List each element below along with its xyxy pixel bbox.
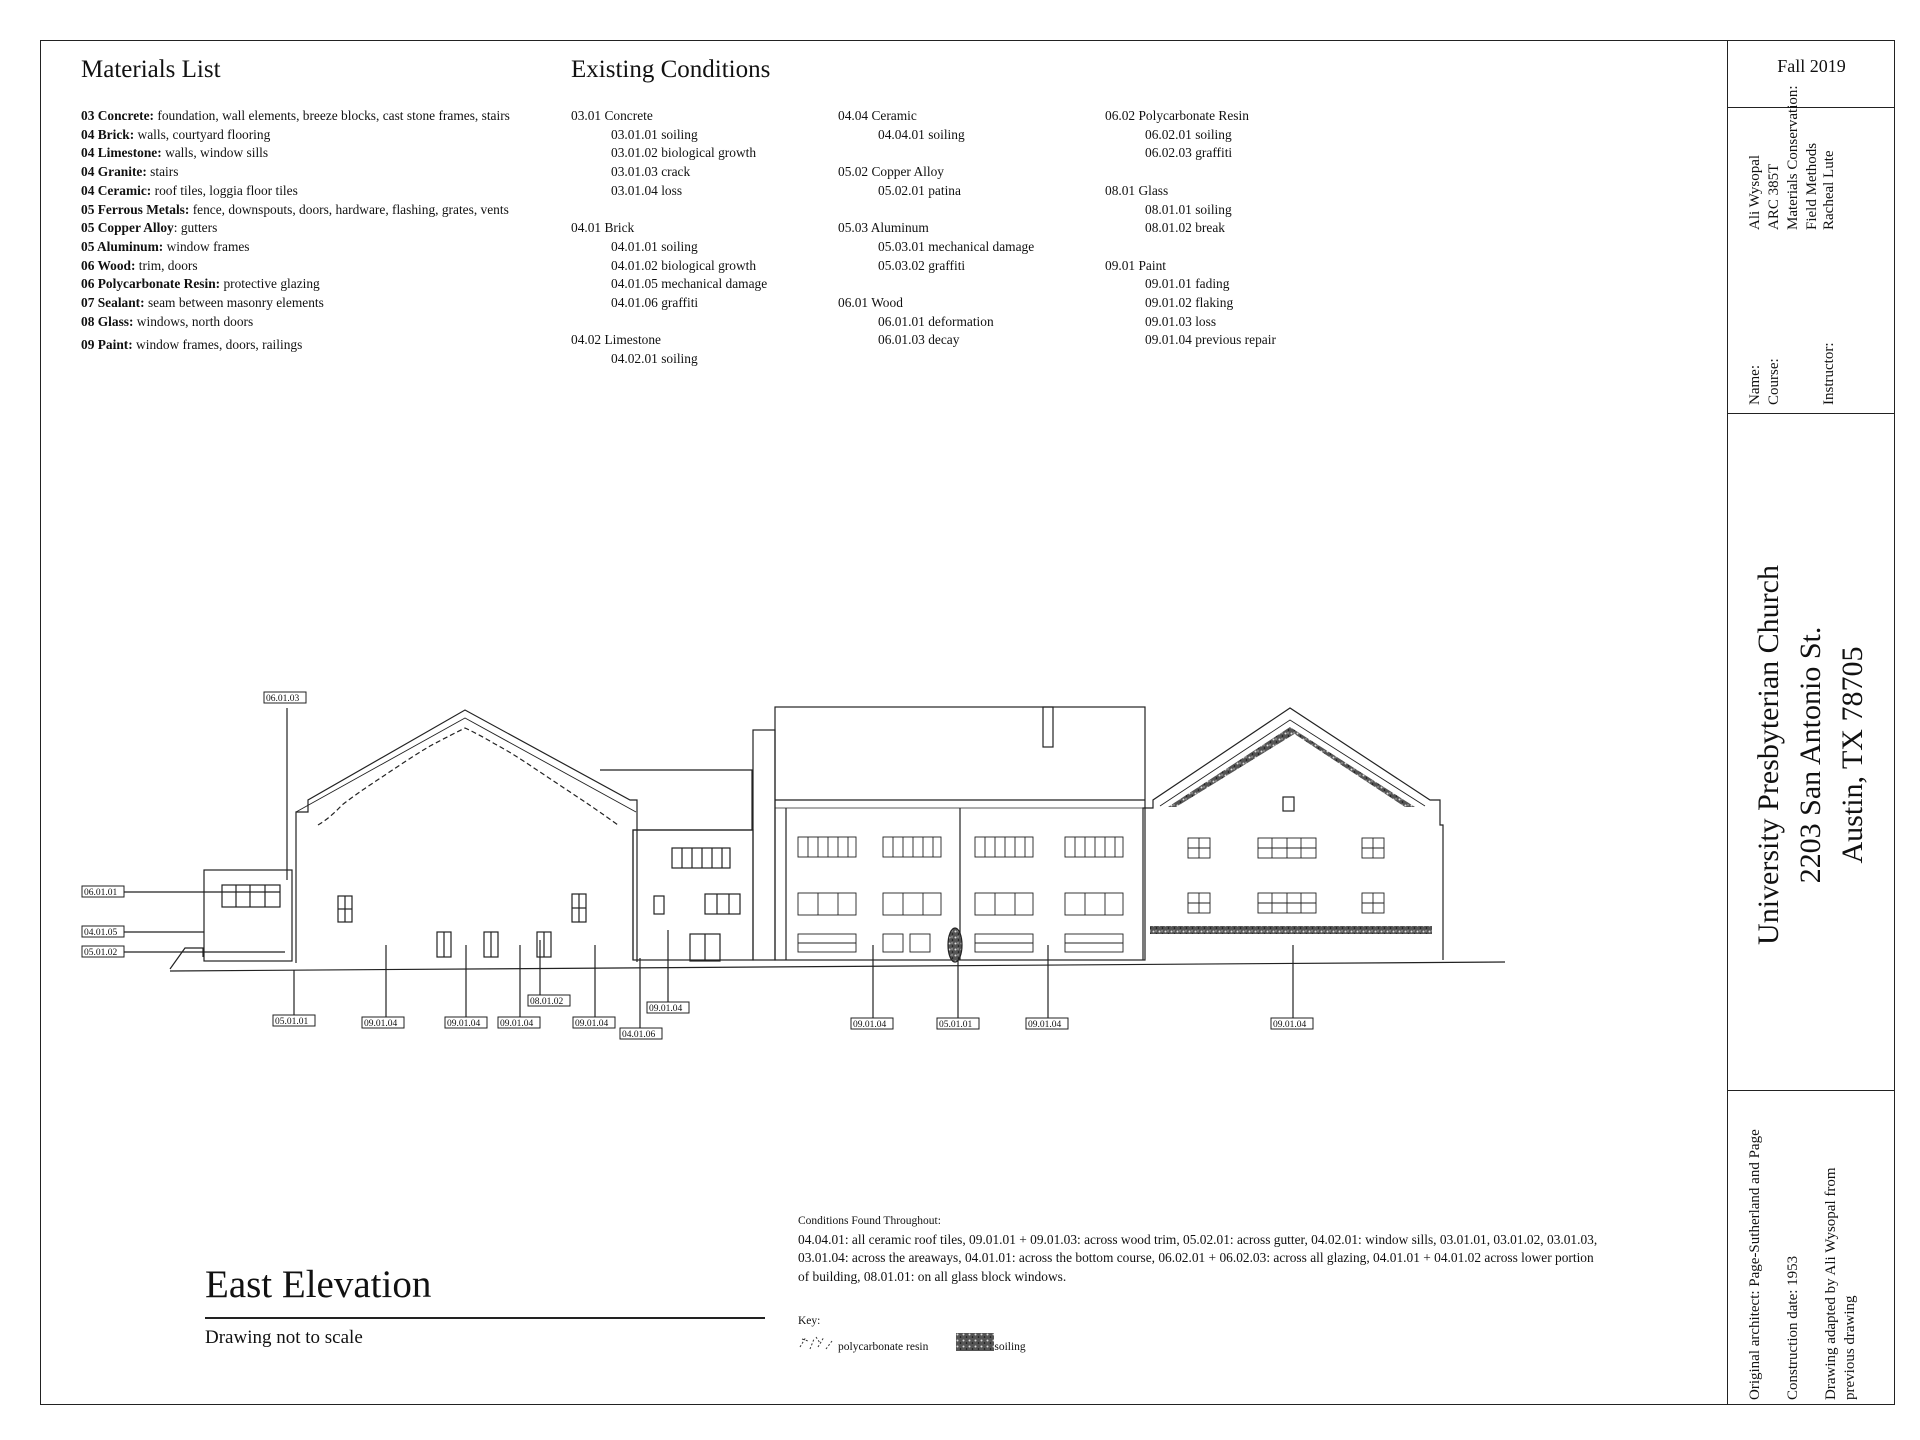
material-code: 06 Polycarbonate Resin: bbox=[81, 276, 221, 292]
label-09-01-04-e bbox=[647, 1002, 689, 1014]
existing-conditions-title: Existing Conditions bbox=[571, 56, 771, 83]
svg-text:06.01.03: 06.01.03 bbox=[266, 694, 300, 704]
svg-text:04.01.05: 04.01.05 bbox=[84, 928, 118, 938]
material-code: 04 Brick: bbox=[81, 126, 135, 142]
condition-item: 04.02.01 soiling bbox=[611, 351, 698, 367]
svg-text:09.01.04: 09.01.04 bbox=[500, 1019, 534, 1029]
label-06-01-01 bbox=[82, 886, 124, 898]
condition-item: 08.01.01 soiling bbox=[1145, 201, 1232, 217]
right-gable-building bbox=[1143, 708, 1443, 960]
condition-item: 06.02.03 graffiti bbox=[1145, 145, 1233, 161]
svg-text:09.01.04: 09.01.04 bbox=[1273, 1020, 1307, 1030]
ground-line bbox=[170, 962, 1505, 971]
label-04-01-05 bbox=[82, 926, 124, 938]
label-08-01-02 bbox=[528, 995, 570, 1007]
material-uses: window frames bbox=[163, 238, 250, 254]
legend bbox=[798, 1315, 1026, 1353]
label-04-01-06 bbox=[620, 1028, 662, 1040]
svg-text:08.01.02: 08.01.02 bbox=[530, 997, 564, 1007]
condition-item: 09.01.03 loss bbox=[1145, 313, 1217, 329]
semester: Fall 2019 bbox=[1777, 56, 1846, 76]
construction-date: Construction date: 1953 bbox=[1785, 1255, 1801, 1400]
condition-item: 06.01.03 decay bbox=[878, 332, 960, 348]
label-06-01-03 bbox=[264, 692, 306, 704]
svg-text:09.01.04: 09.01.04 bbox=[575, 1019, 609, 1029]
condition-item: 08.01.02 break bbox=[1145, 220, 1225, 236]
soiling-right-gable bbox=[1290, 727, 1415, 807]
name-label: Name: bbox=[1747, 365, 1763, 405]
instructor-label: Instructor: bbox=[1821, 342, 1837, 405]
title-underline bbox=[205, 1317, 765, 1319]
condition-item: 06.02.01 soiling bbox=[1145, 126, 1232, 142]
polycarbonate-resin-swatch bbox=[798, 1333, 834, 1353]
soiling-left-gable bbox=[1168, 727, 1296, 807]
condition-item: 04.01.01 soiling bbox=[611, 238, 698, 254]
condition-item: 09.01.04 previous repair bbox=[1145, 332, 1276, 348]
adapted-by: Drawing adapted by Ali Wysopal from bbox=[1823, 1167, 1839, 1400]
building-name: University Presbyterian Church bbox=[1752, 565, 1785, 945]
soiling-swatch bbox=[956, 1333, 994, 1353]
address-city: Austin, TX 78705 bbox=[1836, 646, 1869, 864]
condition-item: 05.03.01 mechanical damage bbox=[878, 238, 1035, 254]
svg-text:05.01.01: 05.01.01 bbox=[939, 1020, 973, 1030]
svg-text:09.01.04: 09.01.04 bbox=[447, 1019, 481, 1029]
materials-list-title: Materials List bbox=[81, 56, 221, 83]
shrub bbox=[948, 928, 962, 962]
material-uses: foundation, wall elements, breeze blocks, cast stone frames, stairs bbox=[154, 108, 510, 123]
course-value-3: Field Methods bbox=[1804, 142, 1820, 230]
legend-item-polycarbonate: polycarbonate resin bbox=[838, 1341, 929, 1353]
material-code: 09 Paint: bbox=[81, 337, 133, 353]
label-09-01-04-b bbox=[445, 1017, 487, 1029]
condition-item: 04.01.05 mechanical damage bbox=[611, 276, 768, 292]
middle-roof bbox=[600, 770, 752, 960]
material-uses: protective glazing bbox=[220, 276, 320, 292]
label-05-01-02 bbox=[82, 946, 124, 958]
label-09-01-04-c bbox=[498, 1017, 540, 1029]
legend-heading: Key: bbox=[798, 1315, 821, 1327]
material-uses: roof tiles, loggia floor tiles bbox=[151, 182, 298, 198]
material-code: 05 Copper Alloy bbox=[81, 220, 174, 236]
condition-heading: 06.02 Polycarbonate Resin bbox=[1105, 108, 1249, 123]
material-uses: walls, window sills bbox=[161, 145, 269, 161]
conditions-throughout-text: 04.04.01: all ceramic roof tiles, 09.01.01 + 09.01.03: across wood trim, 05.02.01: across gutter, 04.02.01: window sills, 03.01.01, 03.01.02, 03.01.03, 03.01.04: across the areaways, 04.01.01: across the bottom course, 06.02.01 + 06.02.03: across all glazing, 04.01.01 + 04.01.02 across lower portion of building, 08.01.01: on all glass block windows. bbox=[798, 1231, 1598, 1285]
label-09-01-04-h bbox=[1271, 1018, 1313, 1030]
material-code: 07 Sealant: bbox=[81, 295, 145, 311]
instructor-value: Racheal Lute bbox=[1821, 150, 1837, 230]
drawing-scale-note: Drawing not to scale bbox=[205, 1327, 363, 1348]
label-05-01-01 bbox=[273, 1015, 315, 1027]
condition-heading: 05.02 Copper Alloy bbox=[838, 164, 945, 180]
condition-heading: 04.01 Brick bbox=[571, 220, 635, 236]
material-uses: trim, doors bbox=[135, 257, 198, 273]
condition-heading: 08.01 Glass bbox=[1105, 182, 1169, 198]
material-uses: walls, courtyard flooring bbox=[134, 126, 271, 142]
material-uses: seam between masonry elements bbox=[144, 295, 324, 311]
svg-text:05.01.01: 05.01.01 bbox=[275, 1017, 309, 1027]
condition-item: 03.01.03 crack bbox=[611, 164, 691, 180]
material-code: 04 Granite: bbox=[81, 164, 147, 180]
annex-window bbox=[222, 885, 280, 907]
drawing-title: East Elevation bbox=[205, 1263, 432, 1306]
building-info bbox=[1748, 545, 1874, 965]
course-value-2: Materials Conservation: bbox=[1785, 85, 1801, 230]
svg-text:04.01.06: 04.01.06 bbox=[622, 1030, 656, 1040]
left-stair bbox=[170, 948, 203, 969]
material-uses: : gutters bbox=[173, 220, 218, 236]
left-gable-building bbox=[296, 710, 637, 963]
label-09-01-04-f bbox=[851, 1018, 893, 1030]
material-uses: window frames, doors, railings bbox=[132, 337, 303, 353]
svg-text:05.01.02: 05.01.02 bbox=[84, 948, 118, 958]
left-annex bbox=[204, 870, 292, 961]
material-uses: windows, north doors bbox=[133, 313, 254, 329]
material-code: 04 Limestone: bbox=[81, 145, 162, 161]
student-info bbox=[1746, 85, 1839, 405]
condition-item: 06.01.01 deformation bbox=[878, 313, 994, 329]
material-code: 05 Ferrous Metals: bbox=[81, 201, 190, 217]
project-notes bbox=[1746, 1129, 1860, 1400]
svg-text:09.01.04: 09.01.04 bbox=[649, 1004, 683, 1014]
svg-text:09.01.04: 09.01.04 bbox=[364, 1019, 398, 1029]
condition-item: 04.01.02 biological growth bbox=[611, 257, 757, 273]
conditions-throughout-heading: Conditions Found Throughout: bbox=[798, 1215, 941, 1227]
course-value-1: ARC 385T bbox=[1766, 163, 1782, 230]
condition-heading: 03.01 Concrete bbox=[571, 108, 653, 123]
middle-building bbox=[633, 830, 753, 960]
address-street: 2203 San Antonio St. bbox=[1794, 626, 1827, 884]
label-09-01-04-d bbox=[573, 1017, 615, 1029]
condition-heading: 06.01 Wood bbox=[838, 294, 903, 310]
left-gable-dentils bbox=[318, 728, 618, 825]
condition-item: 05.02.01 patina bbox=[878, 182, 961, 198]
condition-item: 03.01.02 biological growth bbox=[611, 145, 757, 161]
svg-text:09.01.04: 09.01.04 bbox=[1028, 1020, 1062, 1030]
conditions-throughout bbox=[798, 1212, 1608, 1287]
label-05-01-01-b bbox=[937, 1018, 979, 1030]
condition-item: 04.04.01 soiling bbox=[878, 126, 965, 142]
material-code: 06 Wood: bbox=[81, 257, 136, 273]
material-uses: stairs bbox=[146, 164, 179, 180]
material-code: 08 Glass: bbox=[81, 313, 134, 329]
svg-text:09.01.04: 09.01.04 bbox=[853, 1020, 887, 1030]
label-09-01-04-a bbox=[362, 1017, 404, 1029]
condition-item: 03.01.01 soiling bbox=[611, 126, 698, 142]
title-block bbox=[1727, 40, 1895, 1405]
material-code: 05 Aluminum: bbox=[81, 238, 164, 254]
condition-item: 09.01.02 flaking bbox=[1145, 295, 1234, 310]
condition-item: 09.01.01 fading bbox=[1145, 276, 1230, 292]
condition-item: 04.01.06 graffiti bbox=[611, 295, 699, 311]
condition-heading: 04.02 Limestone bbox=[571, 332, 662, 348]
condition-item: 05.03.02 graffiti bbox=[878, 257, 966, 273]
original-architect: Original architect: Page-Sutherland and Page bbox=[1747, 1129, 1763, 1400]
svg-text:06.01.01: 06.01.01 bbox=[84, 888, 118, 898]
legend-item-soiling: soiling bbox=[994, 1341, 1026, 1353]
condition-heading: 05.03 Aluminum bbox=[838, 220, 929, 236]
material-code: 03 Concrete: bbox=[81, 108, 155, 123]
name-value: Ali Wysopal bbox=[1747, 154, 1763, 230]
label-09-01-04-g bbox=[1026, 1018, 1068, 1030]
condition-heading: 04.04 Ceramic bbox=[838, 108, 917, 123]
material-code: 04 Ceramic: bbox=[81, 182, 152, 198]
soiling-bottom-course bbox=[1150, 926, 1432, 934]
condition-heading: 09.01 Paint bbox=[1105, 257, 1167, 273]
material-uses: fence, downspouts, doors, hardware, flashing, grates, vents bbox=[189, 201, 509, 217]
condition-item: 03.01.04 loss bbox=[611, 182, 683, 198]
adapted-by-2: previous drawing bbox=[1842, 1295, 1858, 1400]
course-label: Course: bbox=[1766, 358, 1782, 405]
